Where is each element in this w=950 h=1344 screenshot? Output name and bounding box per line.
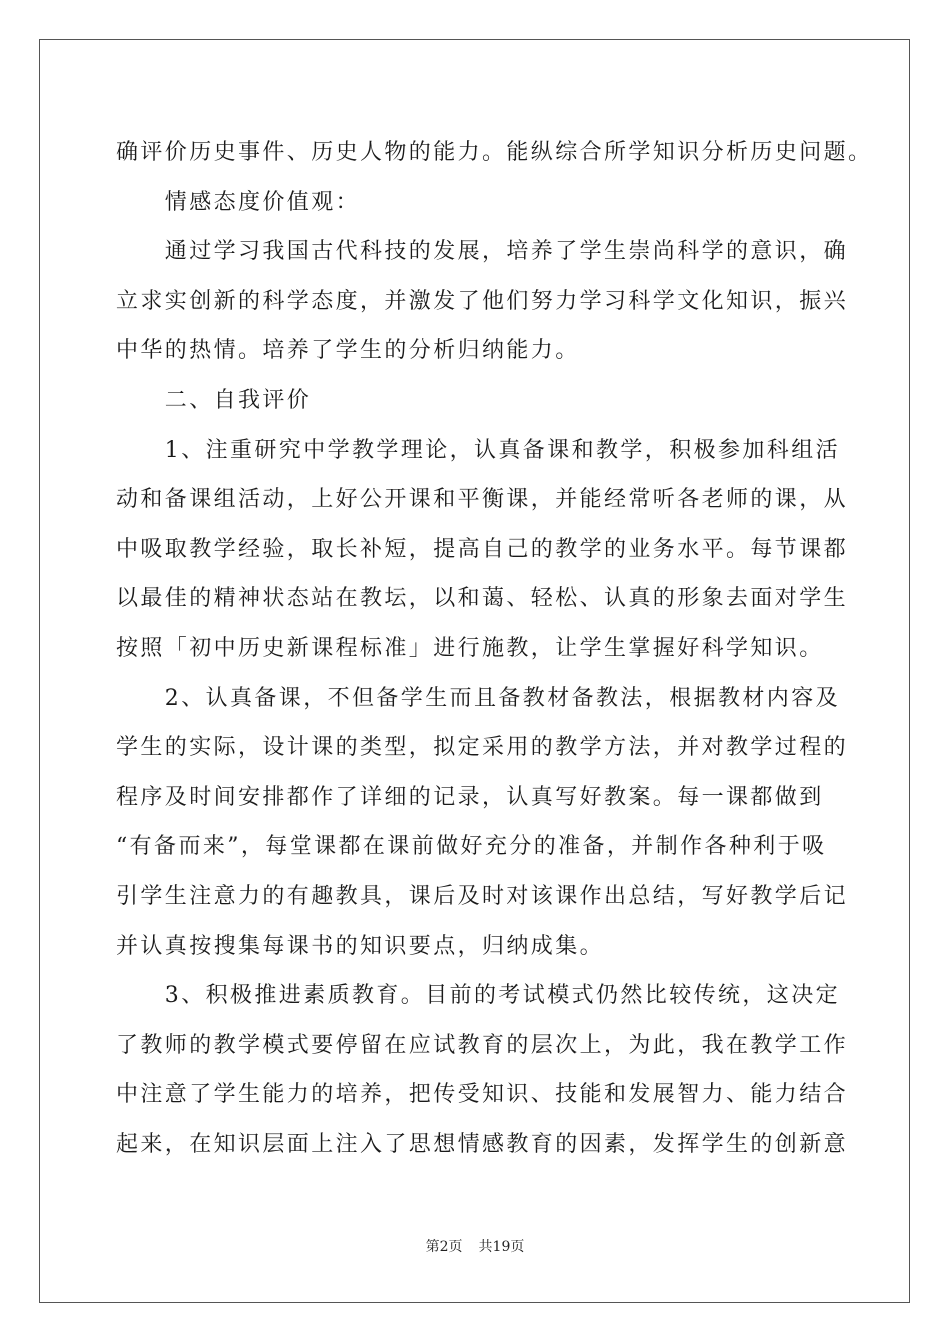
text-line: 按照「初中历史新课程标准」进行施教，让学生掌握好科学知识。 <box>116 635 824 661</box>
text-line: “有备而来”，每堂课都在课前做好充分的准备，并制作各种利于吸 <box>116 834 827 860</box>
text-line: 以最佳的精神状态站在教坛，以和蔼、轻松、认真的形象去面对学生 <box>116 586 849 612</box>
text-line: 情感态度价值观： <box>116 189 361 215</box>
text-line: 学生的实际，设计课的类型，拟定采用的教学方法，并对教学过程的 <box>116 735 849 761</box>
text-line: 立求实创新的科学态度，并激发了他们努力学习科学文化知识，振兴 <box>116 288 849 314</box>
text-line: 二、自我评价 <box>116 387 312 413</box>
text-line: 确评价历史事件、历史人物的能力。能纵综合所学知识分析历史问题。 <box>116 140 873 165</box>
text-line: 起来，在知识层面上注入了思想情感教育的因素，发挥学生的创新意 <box>116 1131 849 1157</box>
page-total: 共19页 <box>478 1239 525 1255</box>
text-line: 了教师的教学模式要停留在应试教育的层次上，为此，我在教学工作 <box>116 1032 849 1058</box>
text-line: 中华的热情。培养了学生的分析归纳能力。 <box>116 338 580 364</box>
text-line: 中注意了学生能力的培养，把传受知识、技能和发展智力、能力结合 <box>116 1082 849 1108</box>
page-number: 第2页 <box>425 1239 463 1255</box>
text-line: 通过学习我国古代科技的发展，培养了学生崇尚科学的意识，确 <box>116 239 849 265</box>
page-footer <box>0 1236 950 1256</box>
text-line: 3、积极推进素质教育。目前的考试模式仍然比较传统，这决定 <box>116 983 840 1009</box>
text-line: 并认真按搜集每课书的知识要点，归纳成集。 <box>116 933 605 959</box>
text-line: 2、认真备课，不但备学生而且备教材备教法，根据教材内容及 <box>116 685 840 711</box>
text-line: 引学生注意力的有趣教具，课后及时对该课作出总结，写好教学后记 <box>116 883 849 909</box>
text-line: 1、注重研究中学教学理论，认真备课和教学，积极参加科组活 <box>116 437 840 463</box>
document-body <box>116 128 873 1169</box>
text-line: 动和备课组活动，上好公开课和平衡课，并能经常听各老师的课，从 <box>116 487 849 513</box>
text-line: 程序及时间安排都作了详细的记录，认真写好教案。每一课都做到 <box>116 784 824 810</box>
text-line: 中吸取教学经验，取长补短，提高自己的教学的业务水平。每节课都 <box>116 536 849 562</box>
